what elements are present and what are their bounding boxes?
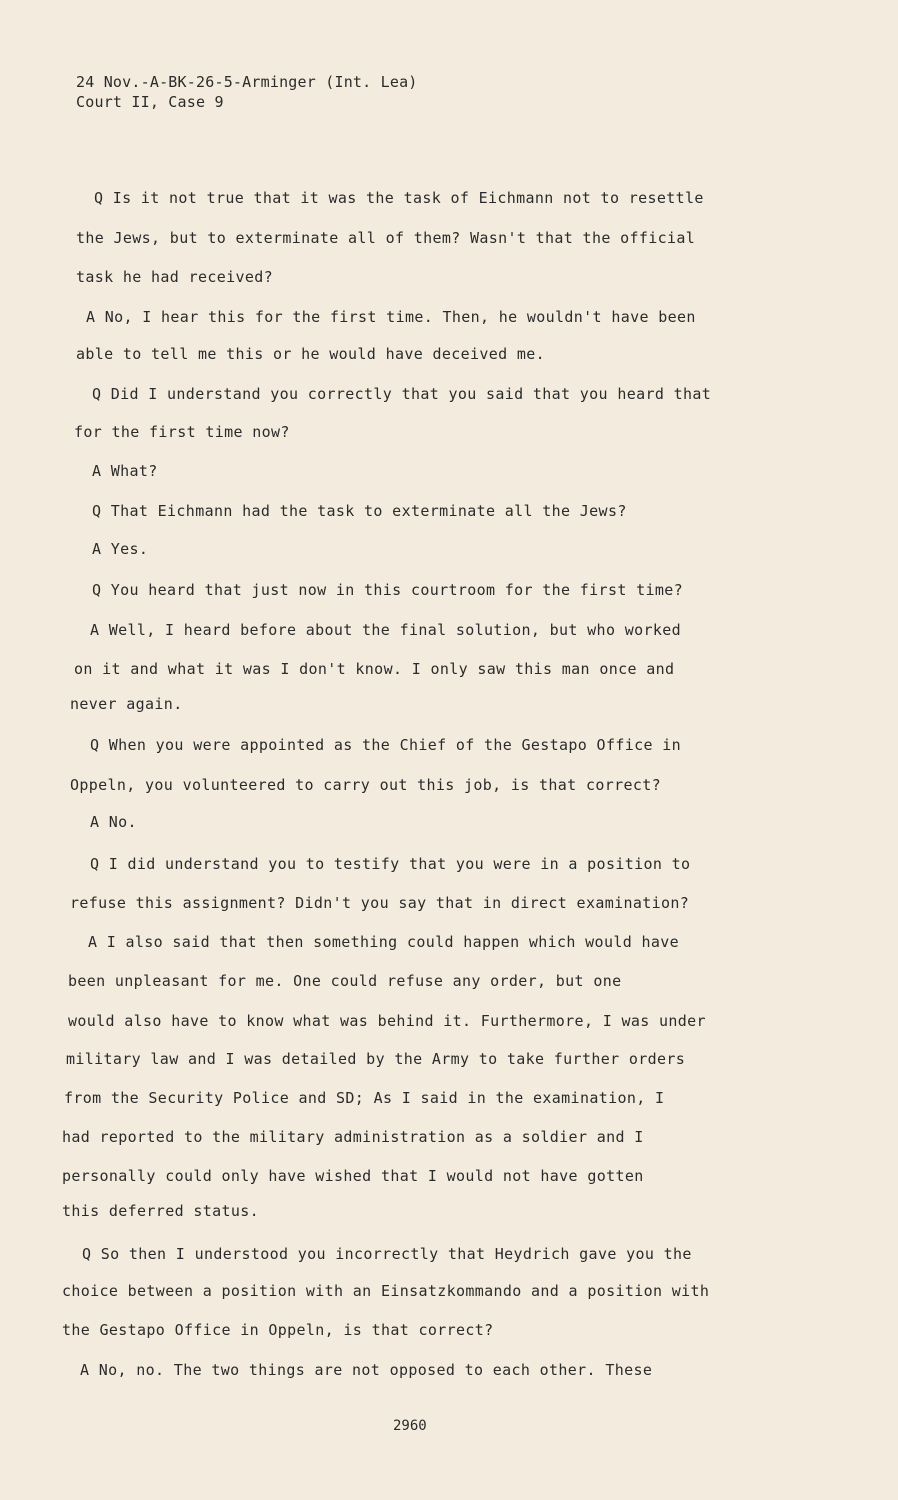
transcript-line: Q You heard that just now in this courtroom for the first time? (92, 581, 683, 599)
transcript-line: Q So then I understood you incorrectly that Heydrich gave you the (82, 1245, 692, 1263)
transcript-line: never again. (70, 695, 183, 713)
transcript-line: personally could only have wished that I would not have gotten (62, 1167, 644, 1185)
transcript-line: military law and I was detailed by the Army to take further orders (66, 1050, 686, 1068)
header-line-2: Court II, Case 9 (76, 93, 224, 111)
transcript-line: A No. (90, 813, 137, 831)
transcript-line: A Yes. (92, 540, 149, 558)
transcript-line: the Gestapo Office in Oppeln, is that correct? (62, 1321, 494, 1339)
transcript-line: the Jews, but to exterminate all of them? Wasn't that the official (76, 229, 696, 247)
page-number: 2960 (393, 1418, 427, 1434)
transcript-line: from the Security Police and SD; As I said in the examination, I (64, 1089, 665, 1107)
transcript-line: for the first time now? (74, 423, 290, 441)
transcript-line: would also have to know what was behind it. Furthermore, I was under (68, 1012, 706, 1030)
document-header (76, 72, 418, 112)
transcript-line: had reported to the military administration as a soldier and I (62, 1128, 644, 1146)
transcript-line: A No, no. The two things are not opposed to each other. These (80, 1361, 653, 1379)
transcript-line: this deferred status. (62, 1202, 259, 1220)
transcript-line: refuse this assignment? Didn't you say that in direct examination? (70, 894, 690, 912)
transcript-line: Q Is it not true that it was the task of Eichmann not to resettle (94, 189, 704, 207)
transcript-line: Q When you were appointed as the Chief of the Gestapo Office in (90, 736, 681, 754)
transcript-line: A No, I hear this for the first time. Then, he wouldn't have been (86, 308, 696, 326)
transcript-line: A Well, I heard before about the final solution, but who worked (90, 621, 681, 639)
transcript-line: Q That Eichmann had the task to exterminate all the Jews? (92, 502, 627, 520)
transcript-line: task he had received? (76, 268, 273, 286)
header-line-1: 24 Nov.-A-BK-26-5-Arminger (Int. Lea) (76, 73, 418, 91)
transcript-line: been unpleasant for me. One could refuse any order, but one (68, 972, 622, 990)
transcript-line: A I also said that then something could happen which would have (88, 933, 679, 951)
transcript-line: Q I did understand you to testify that you were in a position to (90, 855, 691, 873)
transcript-line: A What? (92, 462, 158, 480)
transcript-line: on it and what it was I don't know. I only saw this man once and (74, 660, 675, 678)
transcript-line: Q Did I understand you correctly that you said that you heard that (92, 385, 712, 403)
transcript-line: choice between a position with an Einsatzkommando and a position with (62, 1282, 710, 1300)
transcript-line: able to tell me this or he would have deceived me. (76, 345, 546, 363)
transcript-line: Oppeln, you volunteered to carry out this job, is that correct? (70, 776, 661, 794)
